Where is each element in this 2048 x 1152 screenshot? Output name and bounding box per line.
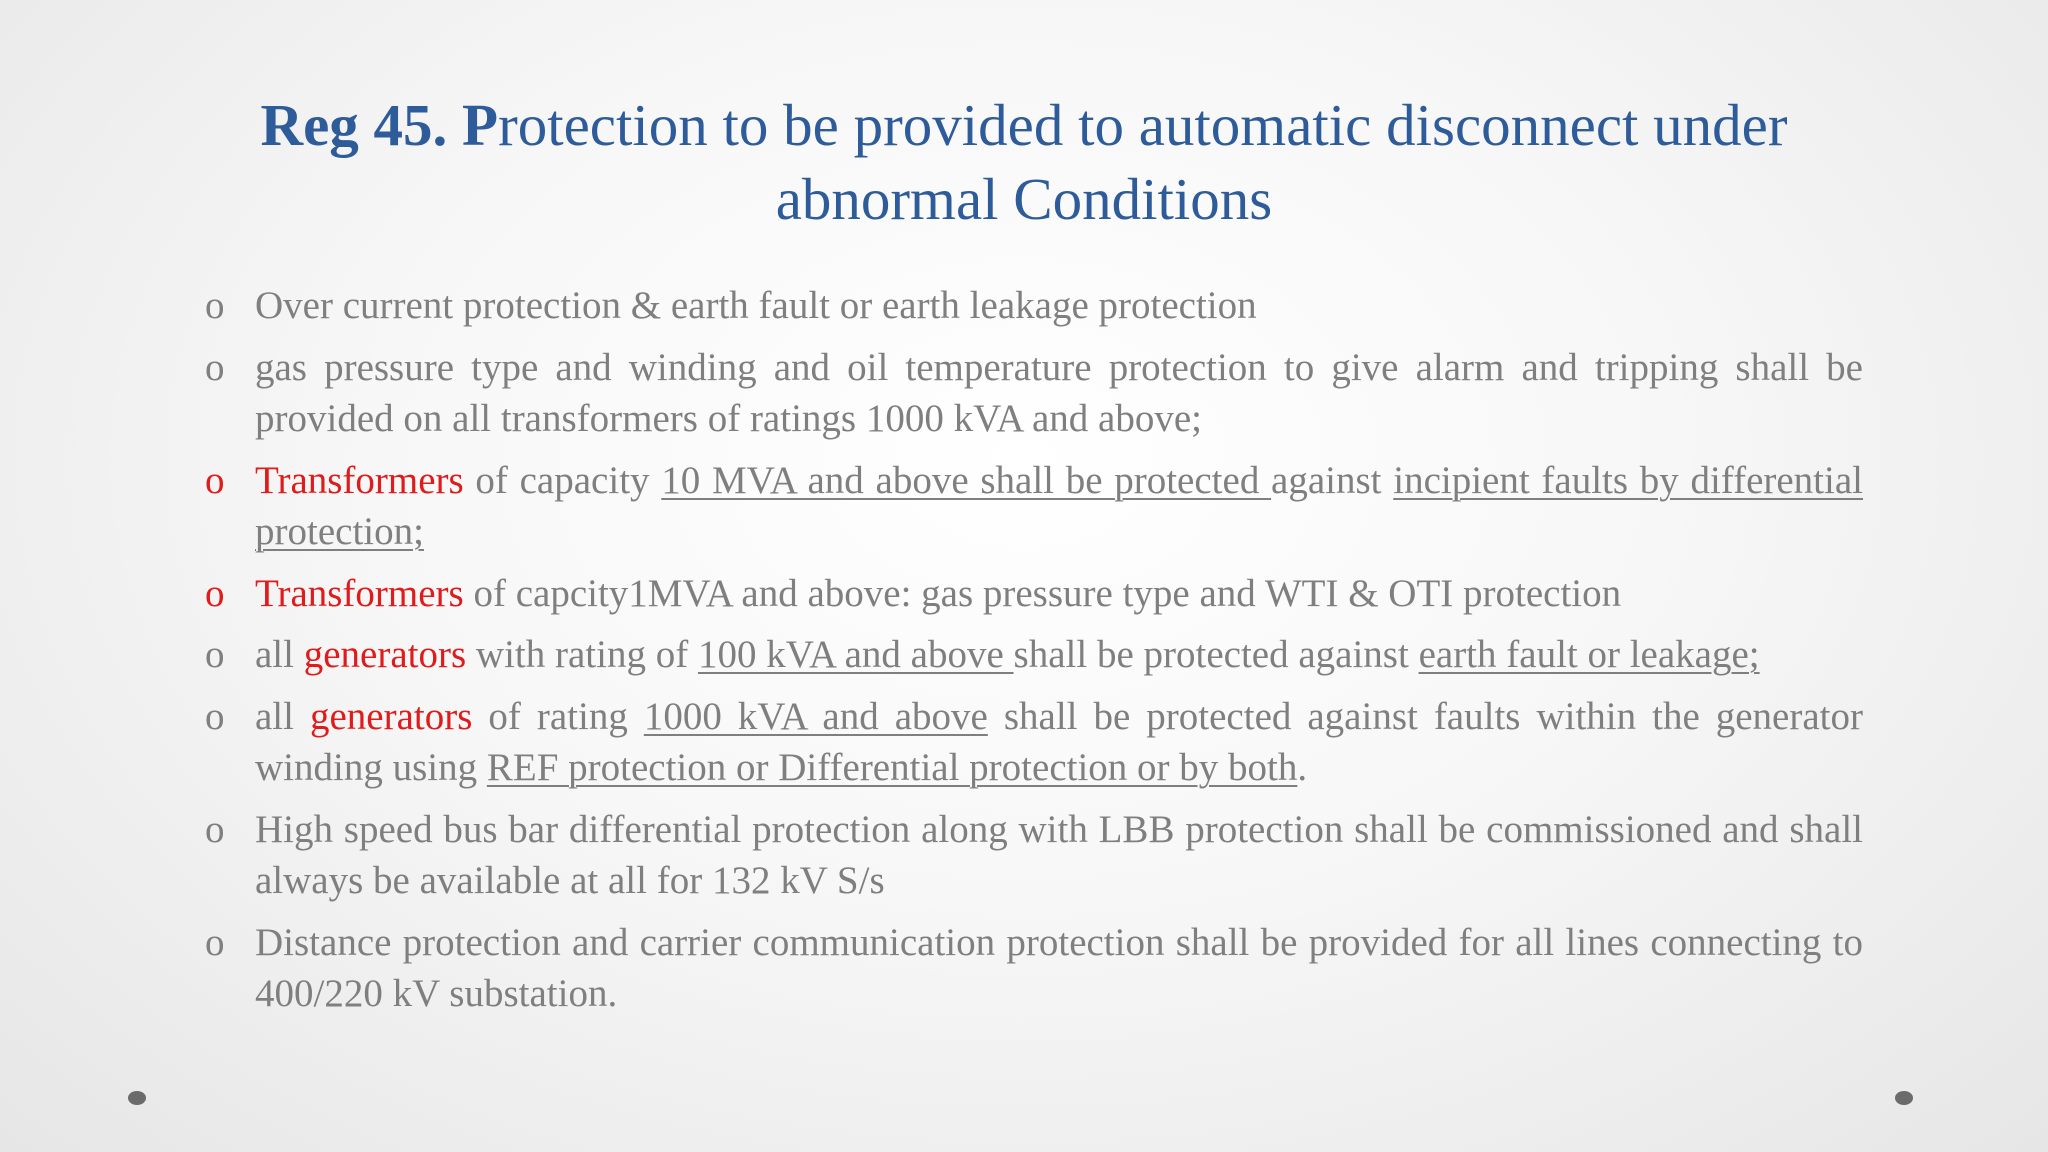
bullet-text: with rating of <box>466 633 698 676</box>
bullet-marker: o <box>205 807 225 851</box>
bullet-list <box>205 280 1863 1030</box>
bullet-marker: o <box>205 345 225 389</box>
bullet-text: gas pressure type and winding and oil temperature protection to give alarm and tripping shall be provided on all transformers of ratings 1000 kVA and above; <box>255 345 1863 440</box>
highlight-term: Transformers <box>255 458 464 502</box>
corner-dot-left <box>128 1091 146 1105</box>
bullet-marker: o <box>205 571 225 615</box>
underlined-text: incipient faults by differential protection; <box>255 458 1864 553</box>
bullet-text: shall be protected against <box>1013 633 1419 676</box>
bullet-marker: o <box>205 284 225 327</box>
bullet-text: . <box>1297 746 1308 789</box>
highlight-term: generators <box>303 633 467 676</box>
underlined-text: earth fault or leakage; <box>1418 633 1760 676</box>
underlined-text: REF protection or Differential protection or by both <box>486 746 1298 789</box>
bullet-text: against <box>1271 458 1394 502</box>
title-bold-part: Reg 45. P <box>260 92 499 158</box>
bullet-item <box>205 455 1863 558</box>
title-regular-part: rotection to be provided to automatic disconnect under abnormal Conditions <box>498 92 1788 232</box>
highlight-term: Transformers <box>255 571 464 615</box>
bullet-marker: o <box>205 920 225 964</box>
highlight-term: generators <box>309 694 473 738</box>
bullet-text: Over current protection & earth fault or earth leakage protection <box>255 284 1257 327</box>
bullet-item <box>205 568 1863 620</box>
bullet-text: Distance protection and carrier communication protection shall be provided for all lines connecting to 400/220 kV substation. <box>255 920 1863 1015</box>
bullet-text: High speed bus bar differential protection along with LBB protection shall be commissioned and shall always be available at all for 132 kV S/s <box>255 807 1863 902</box>
bullet-text: all <box>255 633 304 676</box>
underlined-text: 10 MVA and above shall be protected <box>661 458 1272 502</box>
bullet-item <box>205 342 1863 445</box>
bullet-text: all <box>255 694 310 738</box>
bullet-marker: o <box>205 633 225 676</box>
corner-dot-right <box>1895 1091 1913 1105</box>
bullet-text: of capcity1MVA and above: gas pressure type and WTI & OTI protection <box>463 571 1622 615</box>
bullet-marker: o <box>205 694 225 738</box>
bullet-marker: o <box>205 458 225 502</box>
bullet-item <box>205 804 1863 907</box>
bullet-item <box>205 280 1863 332</box>
bullet-text: of capacity <box>463 458 662 502</box>
underlined-text: 100 kVA and above <box>697 633 1014 676</box>
underlined-text: 1000 kVA and above <box>643 694 988 738</box>
bullet-text: shall be protected against faults within the generator winding using <box>255 694 1863 789</box>
bullet-item <box>205 691 1863 794</box>
bullet-text: of rating <box>472 694 644 738</box>
slide-title <box>150 88 1898 236</box>
bullet-item <box>205 629 1863 681</box>
bullet-item <box>205 917 1863 1020</box>
